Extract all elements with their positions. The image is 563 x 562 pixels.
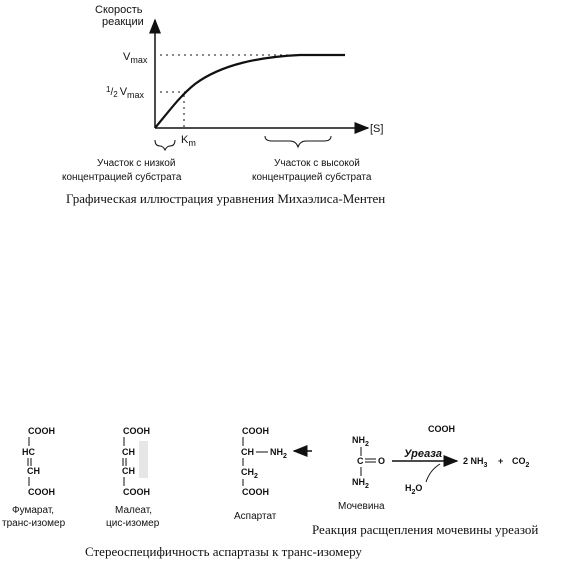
low-region-brace bbox=[155, 140, 175, 150]
maleate-label-line2: цис-изомер bbox=[106, 518, 160, 529]
maleate-label-line1: Малеат, bbox=[115, 505, 152, 516]
fumarate-label-line1: Фумарат, bbox=[12, 505, 55, 516]
aspartate-ch2: $CH_2$ bbox=[241, 467, 258, 480]
water-label: $H_2O$ bbox=[405, 483, 423, 496]
urea-nh2-bottom: $NH_2$ bbox=[352, 477, 369, 490]
aspartate-cooh-top: COOH bbox=[242, 426, 269, 436]
y-axis-label-line2: реакции bbox=[102, 16, 144, 28]
fumarate-ch: CH bbox=[27, 466, 40, 476]
maleate-cooh-bottom: COOH bbox=[123, 487, 150, 497]
co2-product: $CO_2$ bbox=[512, 456, 530, 469]
high-region-brace bbox=[265, 136, 331, 147]
fumarate-hc: HC bbox=[22, 447, 35, 457]
urea-oxygen: O bbox=[378, 456, 386, 466]
aspartate-label: Аспартат bbox=[234, 511, 277, 522]
fumarate-cooh-bottom: COOH bbox=[28, 487, 55, 497]
ammonia-product: 2 $NH_3$ bbox=[463, 456, 488, 469]
high-region-label-line2: концентрацией субстрата bbox=[252, 172, 372, 183]
half-vmax-label: $^1$/2 $V_{max}$ bbox=[106, 85, 145, 100]
maleate-structure bbox=[106, 426, 160, 529]
fumarate-label-line2: транс-изомер bbox=[2, 518, 66, 529]
y-axis-label-line1: Скорость bbox=[95, 4, 143, 16]
water-input-arc bbox=[426, 464, 440, 482]
aspartate-cooh-bottom: COOH bbox=[242, 487, 269, 497]
maleate-highlight bbox=[139, 441, 148, 478]
urea-caption: Реакция расщепления мочевины уреазой bbox=[312, 522, 539, 537]
km-label: $K_m$ bbox=[181, 134, 196, 148]
mm-caption: Графическая иллюстрация уравнения Михаэлиса-Ментен bbox=[66, 191, 386, 206]
fumarate-structure bbox=[2, 426, 66, 529]
high-region-label-line1: Участок с высокой bbox=[274, 158, 360, 169]
michaelis-menten-plot bbox=[62, 4, 385, 206]
urea-reaction bbox=[312, 424, 538, 537]
aspartate-nh2: $NH_2$ bbox=[270, 447, 287, 460]
maleate-cooh-top: COOH bbox=[123, 426, 150, 436]
urea-nh2-top: $NH_2$ bbox=[352, 435, 369, 448]
aspartate-structure bbox=[234, 426, 287, 522]
urease-enzyme-label: Уреаза bbox=[404, 448, 442, 460]
saturation-curve bbox=[155, 55, 345, 128]
products-plus: + bbox=[498, 456, 504, 466]
maleate-ch-lower: CH bbox=[122, 466, 135, 476]
urea-cooh: COOH bbox=[428, 424, 455, 434]
maleate-ch-upper: CH bbox=[122, 447, 135, 457]
low-region-label-line2: концентрацией субстрата bbox=[62, 172, 182, 183]
x-axis-label: [S] bbox=[370, 123, 384, 135]
fumarate-cooh-top: COOH bbox=[28, 426, 55, 436]
vmax-label: $V_{max}$ bbox=[123, 51, 148, 65]
aspartase-caption: Стереоспецифичность аспартазы к транс-изомеру bbox=[85, 544, 362, 559]
urea-label: Мочевина bbox=[338, 501, 385, 512]
aspartate-ch: CH bbox=[241, 447, 254, 457]
urea-carbon: C bbox=[357, 456, 364, 466]
low-region-label-line1: Участок с низкой bbox=[97, 158, 176, 169]
